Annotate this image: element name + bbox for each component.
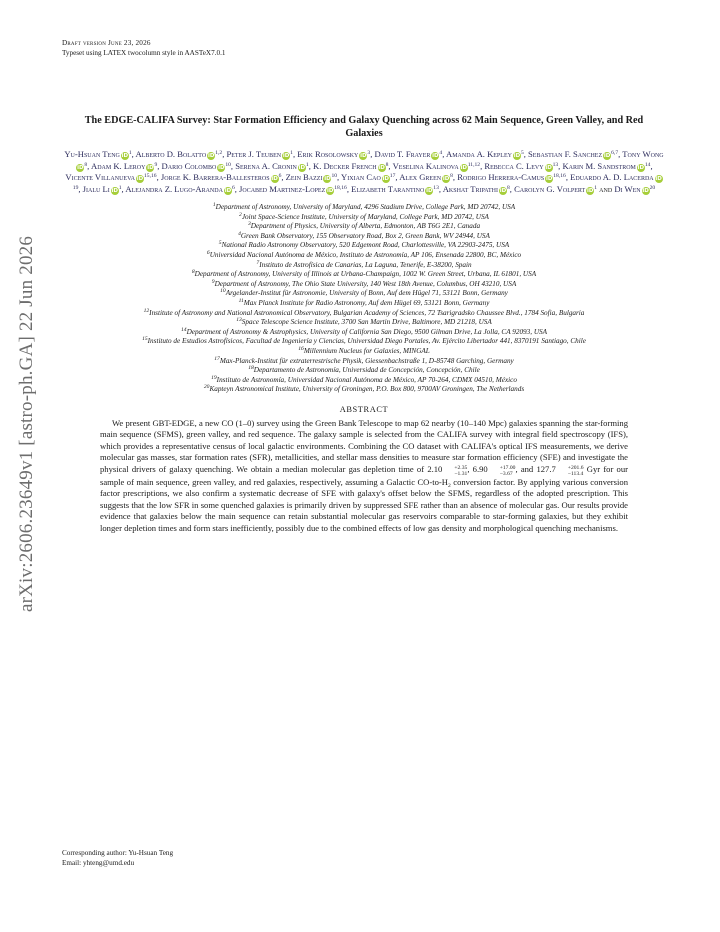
orcid-icon[interactable]: iD — [147, 164, 154, 171]
orcid-icon[interactable]: iD — [224, 187, 232, 194]
author-entry — [393, 161, 481, 171]
affiliation-item — [62, 280, 666, 290]
orcid-icon[interactable]: iD — [432, 153, 439, 159]
affiliation-text: Instituto de Estudios Astrofísicos, Facultad de Ingeniería y Ciencias, Universidad Diego Portales, Av. Ejército Libertador 441, 8370191 Santiago, Chile — [147, 337, 586, 346]
author-entry — [457, 172, 566, 182]
author-name[interactable]: Carolyn G. Volpert — [514, 183, 586, 194]
author-name[interactable]: Jorge K. Barrera-Ballesteros — [160, 172, 270, 182]
page-header — [62, 38, 666, 58]
corresponding-author-block — [62, 848, 173, 868]
author-entry — [64, 149, 131, 159]
orcid-icon[interactable]: iD — [271, 176, 278, 182]
affiliation-number: 18 — [248, 365, 254, 372]
author-affiliation-ref: 13 — [552, 161, 559, 168]
affiliation-number: 3 — [247, 221, 251, 228]
author-affiliation-ref: 6 — [231, 184, 235, 191]
author-entry — [235, 161, 308, 171]
orcid-icon[interactable]: iD — [77, 164, 84, 171]
affiliation-text: Instituto de Astrofísica de Canarias, La Laguna, Tenerife, E-38200, Spain — [259, 260, 472, 269]
author-affiliation-ref: 3 — [367, 150, 371, 156]
author-entry — [313, 161, 388, 171]
affiliation-text: Department of Astronomy, University of Illinois at Urbana-Champaign, 1002 W. Green Street, Urbana, IL 61801, USA — [194, 270, 537, 279]
author-affiliation-ref: 1 — [118, 184, 122, 191]
author-conjunction: and — [599, 183, 613, 194]
author-name[interactable]: Peter J. Teuben — [226, 149, 282, 159]
affiliation-text: Department of Physics, University of Alberta, Edmonton, AB T6G 2E1, Canada — [250, 222, 481, 231]
affiliation-number: 1 — [212, 202, 216, 208]
affiliation-text: Institute of Astronomy and National Astronomical Observatory, Bulgarian Academy of Sciences, 72 Tsarigradsko Chaussee Blvd., 1784 Sofia, Bulgaria — [149, 308, 585, 317]
affiliation-number: 11 — [238, 297, 244, 304]
orcid-icon[interactable]: iD — [603, 153, 611, 159]
author-name[interactable]: Adam K. Leroy — [91, 160, 146, 171]
author-entry — [446, 149, 524, 159]
affiliation-text: Joint Space-Science Institute, University of Maryland, College Park, MD 20742, USA — [241, 212, 489, 221]
paper-page — [62, 38, 666, 867]
author-name[interactable]: Alex Green — [399, 172, 442, 182]
orcid-icon[interactable]: iD — [499, 187, 507, 194]
author-affiliation-ref: 11,12 — [467, 161, 481, 168]
affiliation-item — [62, 309, 666, 319]
affiliation-text: Green Bank Observatory, 155 Observatory Road, Box 2, Green Bank, WV 24944, USA — [240, 231, 490, 240]
author-affiliation-ref: 18,16 — [334, 184, 347, 191]
author-name[interactable]: Rodrigo Herrera-Camus — [457, 172, 545, 182]
affiliation-item — [62, 289, 666, 299]
author-entry — [341, 172, 395, 182]
affiliation-number: 15 — [142, 336, 148, 343]
affiliation-number: 14 — [180, 326, 187, 333]
affiliation-item — [62, 222, 666, 232]
affiliation-number: 7 — [256, 259, 260, 266]
orcid-icon[interactable]: iD — [545, 176, 553, 182]
affiliation-text: Department of Astronomy, The Ohio State University, 140 West 18th Avenue, Columbus, OH 43210, USA — [214, 279, 517, 288]
orcid-icon[interactable]: iD — [460, 164, 467, 171]
author-affiliation-ref: 1 — [128, 150, 132, 156]
author-name[interactable]: Alejandra Z. Lugo-Aranda — [125, 183, 223, 194]
author-affiliation-ref: 15,16 — [144, 173, 157, 179]
author-entry — [562, 161, 650, 171]
affiliation-item — [62, 213, 666, 223]
author-affiliation-ref: 17 — [389, 173, 396, 179]
author-affiliation-ref: 1 — [305, 161, 309, 168]
affiliation-text: Kapteyn Astronomical Institute, University of Groningen, P.O. Box 800, 9700AV Groningen, The Netherlands — [209, 385, 525, 394]
author-name[interactable]: Zein Bazzi — [285, 172, 323, 182]
orcid-icon[interactable]: iD — [218, 164, 225, 171]
affiliation-text: Space Telescope Science Institute, 3700 San Martin Drive, Baltimore, MD 21218, USA — [241, 318, 492, 327]
author-affiliation-ref: 14 — [644, 161, 651, 168]
author-affiliation-ref: 6,7 — [611, 150, 619, 156]
affiliation-number: 12 — [143, 307, 150, 314]
author-entry — [614, 184, 655, 194]
author-entry — [374, 149, 442, 159]
orcid-icon[interactable]: iD — [207, 153, 215, 159]
corresponding-email[interactable]: Email: yhteng@umd.edu — [62, 859, 135, 867]
affiliation-item — [62, 251, 666, 261]
author-name[interactable]: Yu-Hsuan Teng — [64, 149, 120, 159]
affiliation-number: 20 — [203, 384, 210, 391]
author-entry — [65, 172, 156, 182]
paper-title: The EDGE-CALIFA Survey: Star Formation Efficiency and Galaxy Quenching across 62 Main Sequence, Green Valley, and Red Galaxies — [84, 115, 644, 139]
author-name[interactable]: Dario Colombo — [161, 160, 217, 171]
author-name[interactable]: Jialu Li — [82, 183, 110, 194]
author-affiliation-ref: 20 — [649, 184, 656, 191]
orcid-icon[interactable]: iD — [382, 176, 389, 182]
affiliation-number: 5 — [218, 240, 222, 247]
affiliation-item — [62, 232, 666, 242]
author-affiliation-ref: 19 — [72, 184, 79, 191]
author-name[interactable]: Serena A. Cronin — [235, 160, 297, 171]
author-affiliation-ref: 8 — [385, 161, 389, 168]
affiliation-text: Universidad Nacional Autónoma de México, Instituto de Astronomía, AP 106, Ensenada 22800, BC, México — [209, 250, 522, 259]
author-name[interactable]: Alberto D. Bolatto — [135, 149, 207, 159]
author-name[interactable]: Vicente Villanueva — [65, 172, 135, 182]
author-name[interactable]: Akshat Tripathi — [442, 183, 498, 194]
abstract-body: We present GBT-EDGE, a new CO (1–0) survey using the Green Bank Telescope to map 62 nearby (10–140 Mpc) galaxies spanning the star-forming main sequence (SFMS), green valley, and red sequence. The galaxy sample is selected from the CALIFA survey with integral field spectroscopy (IFS), which provides a representative census of local galactic environments. Combining the CO dataset with CALIFA's optical IFS measurements, we derive molecular gas masses, star formation rates (SFR), metallicities, and stellar mass densities to measure star formation efficiency (SFE) and investigate the physical drivers of galaxy quenching. We obtain a median molecular gas depletion time of 2.10 +2.35 −1.31 , 6.90 +17.00 −3.67 , and 127.7 +201.6 −113.4 Gyr for our sample of main sequence, green valley, and red galaxies, respectively, assuming a Galactic $CO-to-H_2$ conversion factor. By applying various conversion factor prescriptions, we also confirm a systematic decrease of SFE with galaxy's offset below the SFMS, regardless of the adopted prescription. This suggests that the low SFR in some quenched galaxies is primarily driven by suppressed SFE rather than an absence of molecular gas. Our results provide evidence that galaxies below the main sequence can retain substantial molecular gas reservoirs comparable to star-forming galaxies, but they exhibit longer depletion times and form stars inefficiently, possibly due to the combined effects of low gas density and morphological quenching mechanisms. — [100, 417, 629, 533]
orcid-icon[interactable]: iD — [378, 164, 385, 171]
orcid-icon[interactable]: iD — [586, 187, 594, 194]
affiliation-item — [62, 328, 666, 338]
author-name[interactable]: Veselina Kalinova — [392, 160, 459, 171]
affiliation-text: National Radio Astronomy Observatory, 520 Edgemont Road, Charlottesville, VA 22903-2475, USA — [221, 241, 510, 250]
author-list: Yu-Hsuan Teng $iD^1$, Alberto D. Bolatto iD$^{1,2}$, Peter J. Teuben $iD^1$, Erik Rosolowsky $iD^3$, David T. Frayer $iD^4$, Amanda A. Kepley $iD^5$, Sebastian F. Sanchez iD$^{6,7}$, Tony WongiD$^8$, Adam K. Leroy $iD^9$, Dario Colombo $iD^{10}$, Serena A. Cronin $iD^1$, K. Decker French $iD^8$, Veselina Kalinova iD$^{11,12}$, Rebecca C. Levy $iD^{13}$, Karin M. Sandstrom $iD^{14}$, Vicente Villanueva iD$^{15,16}$, Jorge K. Barrera-Ballesteros $iD^6$, Zein Bazzi $iD^{10}$, Yixian Cao $iD^{17}$, Alex Green $iD^8$, Rodrigo Herrera-Camus iD$^{18,16}$, Eduardo A. D. Lacerda $iD^{19}$, Jialu Li $iD^1$, Alejandra Z. Lugo-Aranda $iD^6$, Jocabed Martinez-Lopez iD$^{18,16}$, Elizabeth Tarantino $iD^{13}$, Akshat Tripathi $iD^8$, Carolyn G. Volpert $iD^1$ and Di Wen $iD^{20}$ — [64, 149, 664, 194]
author-entry — [161, 172, 281, 182]
orcid-icon[interactable]: iD — [111, 187, 118, 194]
author-entry — [83, 184, 122, 194]
author-entry — [514, 184, 597, 194]
orcid-icon[interactable]: iD — [136, 176, 144, 182]
author-affiliation-ref: 6 — [278, 173, 282, 179]
typeset-note: Typeset using LATEX twocolumn style in AASTeX7.0.1 — [62, 49, 226, 57]
author-entry — [528, 149, 618, 159]
affiliation-text: Instituto de Astronomía, Universidad Nacional Autónoma de México, AP 70-264, CDMX 04510, México — [216, 375, 517, 384]
author-affiliation-ref: 1 — [594, 184, 597, 191]
affiliation-text: Max Planck Institute for Radio Astronomy, Auf dem Hügel 69, 53121 Bonn, Germany — [243, 298, 490, 307]
author-entry — [399, 172, 453, 182]
affiliation-number: 19 — [211, 374, 217, 381]
author-affiliation-ref: 13 — [433, 184, 439, 191]
author-affiliation-ref: 8 — [450, 173, 453, 179]
affiliation-text: Departamento de Astronomía, Universidad de Concepción, Concepción, Chile — [253, 366, 480, 375]
author-affiliation-ref: 10 — [225, 161, 231, 168]
author-entry — [125, 184, 234, 194]
author-name[interactable]: Tony Wong — [622, 149, 664, 159]
abstract-heading: ABSTRACT — [339, 404, 389, 414]
affiliation-item — [62, 203, 666, 213]
author-affiliation-ref: 8 — [84, 161, 88, 168]
affiliation-item — [62, 318, 666, 328]
arxiv-margin-identifier: arXiv:2606.23649v1 [astro-ph.GA] 22 Jun 2026 — [16, 235, 37, 613]
orcid-icon[interactable]: iD — [642, 187, 649, 194]
author-entry — [297, 149, 370, 159]
orcid-icon[interactable]: iD — [298, 164, 306, 171]
author-name[interactable]: Sebastian F. Sanchez — [528, 149, 603, 159]
author-name[interactable]: Yixian Cao — [341, 172, 381, 182]
affiliation-number: 2 — [239, 211, 242, 218]
author-name[interactable]: Jocabed Martinez-Lopez — [239, 183, 326, 194]
author-name[interactable]: David T. Frayer — [374, 149, 431, 159]
author-affiliation-ref: 18,16 — [553, 173, 566, 179]
author-entry — [443, 184, 510, 194]
author-entry — [136, 149, 223, 159]
orcid-icon[interactable]: iD — [655, 176, 662, 182]
author-entry — [239, 184, 347, 194]
affiliation-number: 4 — [238, 230, 241, 237]
affiliation-item — [62, 366, 666, 376]
author-affiliation-ref: 9 — [154, 161, 158, 168]
author-name[interactable]: Eduardo A. D. Lacerda — [570, 172, 654, 182]
orcid-icon[interactable]: iD — [545, 164, 552, 171]
affiliation-item — [62, 270, 666, 280]
author-affiliation-ref: 5 — [520, 150, 524, 156]
orcid-icon[interactable]: iD — [442, 176, 450, 182]
affiliation-number: 6 — [206, 249, 210, 256]
orcid-icon[interactable]: iD — [637, 164, 645, 171]
author-name[interactable]: Amanda A. Kepley — [446, 149, 512, 159]
author-name[interactable]: Karin M. Sandstrom — [562, 160, 636, 171]
orcid-icon[interactable]: iD — [513, 153, 521, 159]
orcid-icon[interactable]: iD — [324, 176, 331, 182]
author-entry — [484, 161, 558, 171]
author-name[interactable]: Erik Rosolowsky — [297, 149, 359, 159]
affiliation-number: 9 — [211, 278, 215, 285]
author-name[interactable]: Rebecca C. Levy — [484, 160, 544, 171]
draft-version: Draft version June 23, 2026 — [62, 39, 151, 47]
affiliation-number: 10 — [220, 288, 226, 295]
affiliation-list — [62, 203, 666, 395]
orcid-icon[interactable]: iD — [282, 153, 290, 159]
affiliation-item — [62, 261, 666, 271]
corresponding-author: Corresponding author: Yu-Hsuan Teng — [62, 849, 174, 857]
orcid-icon[interactable]: iD — [426, 187, 433, 194]
affiliation-text: Department of Astronomy & Astrophysics, University of California San Diego, 9500 Gilman Drive, La Jolla, CA 92093, USA — [186, 327, 548, 336]
affiliation-text: Argelander-Institut für Astronomie, University of Bonn, Auf dem Hügel 71, 53121 Bonn, Germany — [225, 289, 508, 298]
affiliation-number: 13 — [236, 317, 242, 324]
author-affiliation-ref: 8 — [506, 184, 510, 191]
affiliation-number: 16 — [298, 345, 304, 352]
affiliation-text: Millennium Nucleus for Galaxies, MINGAL — [303, 346, 430, 355]
affiliation-item — [62, 347, 666, 357]
affiliation-item — [62, 241, 666, 251]
author-name[interactable]: Di Wen — [614, 183, 641, 194]
author-affiliation-ref: 4 — [439, 150, 443, 156]
affiliation-item — [62, 357, 666, 367]
author-affiliation-ref: 10 — [331, 173, 338, 179]
affiliation-item — [62, 385, 666, 395]
author-entry — [286, 172, 337, 182]
affiliation-item — [62, 337, 666, 347]
orcid-icon[interactable]: iD — [121, 153, 129, 159]
affiliation-text: Max-Planck-Institut für extraterrestrische Physik, Giessenbachstraße 1, D-85748 Garching, Germany — [219, 356, 514, 365]
author-entry — [226, 149, 292, 159]
affiliation-item — [62, 376, 666, 386]
affiliation-item — [62, 299, 666, 309]
author-affiliation-ref: 1,2 — [215, 150, 223, 156]
affiliation-number: 8 — [191, 269, 195, 276]
author-entry — [351, 184, 439, 194]
affiliation-number: 17 — [214, 355, 220, 362]
author-entry — [162, 161, 231, 171]
orcid-icon[interactable]: iD — [327, 187, 334, 194]
author-affiliation-ref: 1 — [290, 150, 293, 156]
author-name[interactable]: Elizabeth Tarantino — [351, 183, 425, 194]
author-name[interactable]: K. Decker French — [312, 160, 377, 171]
author-entry — [91, 161, 157, 171]
affiliation-text: Department of Astronomy, University of Maryland, 4296 Stadium Drive, College Park, MD 20742, USA — [215, 203, 516, 211]
orcid-icon[interactable]: iD — [360, 153, 367, 159]
